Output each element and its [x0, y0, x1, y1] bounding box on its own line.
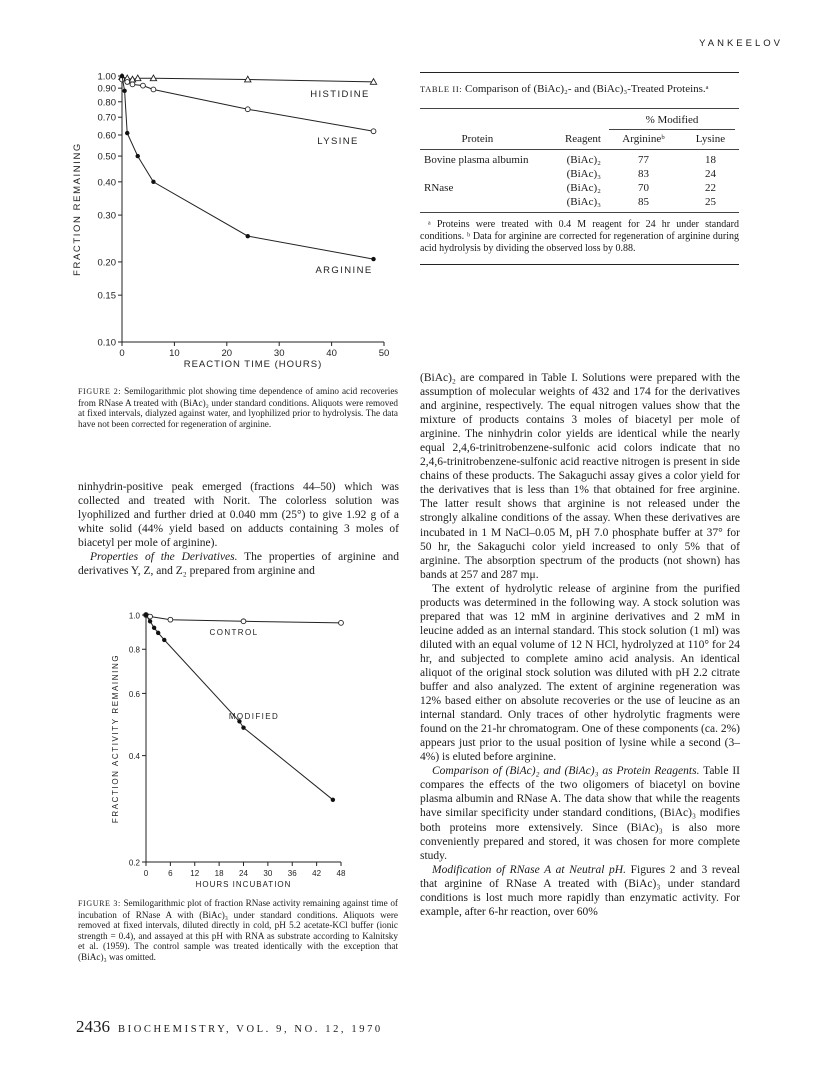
- data-point: [156, 631, 160, 635]
- data-point: [151, 87, 156, 92]
- y-tick-label: 0.30: [97, 210, 116, 222]
- series-line: [122, 76, 374, 259]
- y-tick-label: 0.70: [97, 112, 116, 124]
- table-2-group-header: % Modified: [645, 114, 699, 126]
- table-2-caption: [420, 83, 739, 96]
- series-label: LYSINE: [317, 136, 359, 147]
- y-tick-label: 0.15: [97, 290, 116, 302]
- x-tick-label: 30: [273, 348, 285, 359]
- left-paragraph-2: [78, 550, 399, 578]
- figure-2-caption-label: FIGURE 2:: [78, 387, 122, 396]
- data-point: [331, 798, 335, 802]
- journal-citation: BIOCHEMISTRY, VOL. 9, NO. 12, 1970: [118, 1024, 383, 1035]
- data-point: [339, 620, 344, 625]
- x-tick-label: 24: [239, 869, 248, 878]
- series-label: ARGININE: [315, 265, 373, 276]
- x-tick-label: 50: [378, 348, 390, 359]
- data-point: [144, 613, 148, 617]
- y-tick-label: 0.80: [97, 97, 116, 109]
- y-tick-label: 1.0: [128, 611, 140, 621]
- series-line: [146, 615, 333, 800]
- table-2-title: Comparison of (BiAc)₂- and (BiAc)₃-Treated Proteins.ᵃ: [462, 83, 709, 95]
- y-tick-label: 0.20: [97, 257, 116, 269]
- series-label: HISTIDINE: [310, 89, 370, 100]
- table-2-footnote: ᵃ Proteins were treated with 0.4 M reagent for 24 hr under standard conditions. ᵇ Data for arginine are corrected for regeneration of arginine during acid hydrolysis by dividing the observed loss by 0.88.: [420, 219, 739, 255]
- left-paragraph-2-text: The properties of arginine and derivatives Y, Z, and Z₂ prepared from arginine and: [78, 551, 400, 578]
- data-point: [241, 725, 245, 729]
- data-point: [246, 234, 250, 238]
- x-tick-label: 0: [119, 348, 125, 359]
- data-point: [152, 626, 156, 630]
- page-number: 2436: [76, 1017, 110, 1036]
- right-paragraph-3: Comparison of (BiAc)₂ and (BiAc)₃ as Protein Reagents. Table II compares the effects of the two oligomers of biacetyl on bovine plasma albumin and RNase A. The data show that while the reagents have similar specificity under standard conditions, (BiAc)₃ modifies both proteins more extensively. Since (BiAc)₃ is also more conveniently prepared and stored, it was chosen for more complete study.: [420, 765, 741, 862]
- y-tick-label: 0.50: [97, 151, 116, 163]
- table-row: RNase (BiAc)₂ 70 22: [424, 182, 716, 194]
- right-paragraph-1: (BiAc)₂ are compared in Table I. Solutions were prepared with the assumption of molecular weights of 432 and 174 for the derivatives and arginine, respectively. The equal nitrogen values show that the mixture of products contains 3 moles of biacetyl per mole of arginine. The ninhydrin color yields are identical while the nearly equal 2,4,6-trinitrobenzene-sulfonic acid colors indicate that no 2,4,6-trinitrobenzene-sulfonic acid reactive nitrogen is present in side chains of these products. The Sakaguchi assay gives a color yield for the derivatives that is less than 1% that obtained for free arginine. The latter result shows that arginine is not released under the strongly alkaline conditions of the assay. When these derivatives are incubated in 1 M NaCl–0.05 M, pH 7.0 phosphate buffer at 37° for 50 hr, the Sakaguchi color yield increased to only 5% that of arginine. The absorption spectrum of the products (not shown) has bands at 257 and 287 mμ.: [420, 372, 740, 581]
- data-point: [136, 154, 140, 158]
- right-column-text: [420, 371, 740, 919]
- data-point: [162, 638, 166, 642]
- data-point: [168, 617, 173, 622]
- figure-3-caption-text: Semilogarithmic plot of fraction RNase activity remaining against time of incubation of RNase A with (BiAc)₃ under standard conditions. Aliquots were removed at fixed intervals, diluted directly in cold, pH 5.2 acetate-KCl buffer (ionic strength = 0.4), and assayed at this pH with RNA as substrate according to Kalnitsky et al. (1959). The control sample was treated identically with the exception that (BiAc)₃ was omitted.: [78, 898, 398, 962]
- data-point: [371, 257, 375, 261]
- table-row: (BiAc)₃ 83 24: [566, 168, 716, 180]
- y-tick-label: 0.4: [128, 752, 140, 762]
- figure-2-chart: [60, 68, 400, 384]
- data-point: [151, 180, 155, 184]
- x-tick-label: 42: [312, 869, 322, 878]
- x-tick-label: 6: [168, 869, 173, 878]
- x-axis-label: REACTION TIME (HOURS): [183, 359, 323, 370]
- data-point: [371, 129, 376, 134]
- y-tick-label: 0.90: [97, 83, 116, 95]
- y-tick-label: 0.6: [128, 689, 140, 699]
- x-tick-label: 48: [336, 869, 346, 878]
- y-tick-label: 0.8: [128, 645, 140, 655]
- y-tick-label: 0.2: [128, 858, 140, 868]
- table-2-label: TABLE II:: [420, 84, 463, 94]
- y-axis-label: FRACTION ACTIVITY REMAINING: [111, 653, 120, 824]
- data-point: [241, 619, 246, 624]
- properties-heading: Properties of the Derivatives.: [90, 551, 238, 564]
- table-2-header-arginine: Arginineᵇ: [622, 133, 665, 145]
- right-paragraph-4: Modification of RNase A at Neutral pH. Figures 2 and 3 reveal that arginine of RNase A treated with (BiAc)₃ under standard conditions is lost much more rapidly than enzymatic activity. For example, after 6-hr reaction, over 60%: [420, 863, 740, 918]
- table-2-header-protein: Protein: [461, 133, 494, 145]
- left-column-text: [78, 480, 399, 578]
- x-tick-label: 12: [190, 869, 200, 878]
- data-point: [125, 80, 130, 85]
- table-row: Bovine plasma albumin (BiAc)₂ 77 18: [424, 154, 716, 166]
- table-2: [420, 72, 739, 265]
- x-tick-label: 40: [326, 348, 337, 359]
- page-footer: [76, 1017, 383, 1037]
- data-point: [122, 89, 126, 93]
- figure-2-caption: [78, 386, 398, 429]
- data-point: [245, 107, 250, 112]
- table-row: (BiAc)₃ 85 25: [420, 195, 739, 213]
- series-label: MODIFIED: [228, 712, 280, 721]
- data-point: [141, 83, 146, 88]
- figure-3-caption: [78, 898, 398, 963]
- y-axis-label: FRACTION REMAINING: [72, 142, 83, 276]
- x-axis-label: HOURS INCUBATION: [195, 880, 292, 889]
- series-label: CONTROL: [209, 628, 259, 637]
- x-tick-label: 10: [169, 348, 180, 359]
- figure-3-chart: [104, 606, 366, 892]
- table-2-header-reagent: Reagent: [564, 133, 601, 145]
- x-tick-label: 20: [221, 348, 233, 359]
- data-point: [130, 82, 135, 87]
- data-point: [125, 131, 129, 135]
- left-paragraph-1: ninhydrin-positive peak emerged (fractions 44–50) which was collected and treated with Norit. The colorless solution was lyophilized and further dried at 0.040 mm (25°) to give 1.92 g of a white solid (44% yield based on adducts containing 3 moles of biacetyl per mole of arginine).: [78, 481, 399, 550]
- y-tick-label: 1.00: [97, 71, 116, 83]
- figure-3-caption-label: FIGURE 3:: [78, 899, 121, 908]
- x-tick-label: 30: [263, 869, 273, 878]
- table-2-grid: [420, 113, 739, 213]
- x-tick-label: 0: [143, 869, 149, 878]
- y-tick-label: 0.40: [97, 177, 116, 189]
- series-line: [122, 80, 374, 132]
- data-point: [148, 619, 152, 623]
- y-tick-label: 0.10: [97, 337, 116, 349]
- data-point: [120, 74, 124, 78]
- running-head: YANKEELOV: [699, 38, 783, 49]
- modification-heading: Modification of RNase A at Neutral pH.: [432, 863, 626, 876]
- figure-2-caption-text: Semilogarithmic plot showing time dependence of amino acid recoveries from RNase A treated with (BiAc)₂ under standard conditions. Aliquots were removed at fixed intervals, dialyzed against water, and lyophilized prior to hydrolysis. The data have not been corrected for regeneration of arginine.: [78, 386, 399, 429]
- comparison-heading: Comparison of (BiAc)₂ and (BiAc)₃ as Protein Reagents.: [432, 765, 700, 778]
- x-tick-label: 36: [287, 869, 297, 878]
- y-tick-label: 0.60: [97, 130, 116, 142]
- table-2-header-lysine: Lysine: [695, 133, 726, 145]
- right-paragraph-2: The extent of hydrolytic release of arginine from the purified products was determined in the following way. A stock solution was prepared that was 12 mM in arginine derivatives and 2 mM in leucine added as an internal standard. This stock solution (1 ml) was diluted with an equal volume of 12 N HCl, hydrolyzed at 110° for 24 hr, and subjected to complete amino acid analysis. An identical aliquot of the original stock solution was diluted with pH 2.2 citrate buffer and also analyzed. The extent of arginine regeneration was 12% based either on absolute recoveries or the use of leucine as an internal standard. Only traces of other hydrolytic fragments were found on the 21-hr chromatogram. One of these components (ca. 2%) appears just prior to the usual position of lysine while a second (3–4%) is eluted before arginine.: [420, 582, 740, 764]
- x-tick-label: 18: [214, 869, 224, 878]
